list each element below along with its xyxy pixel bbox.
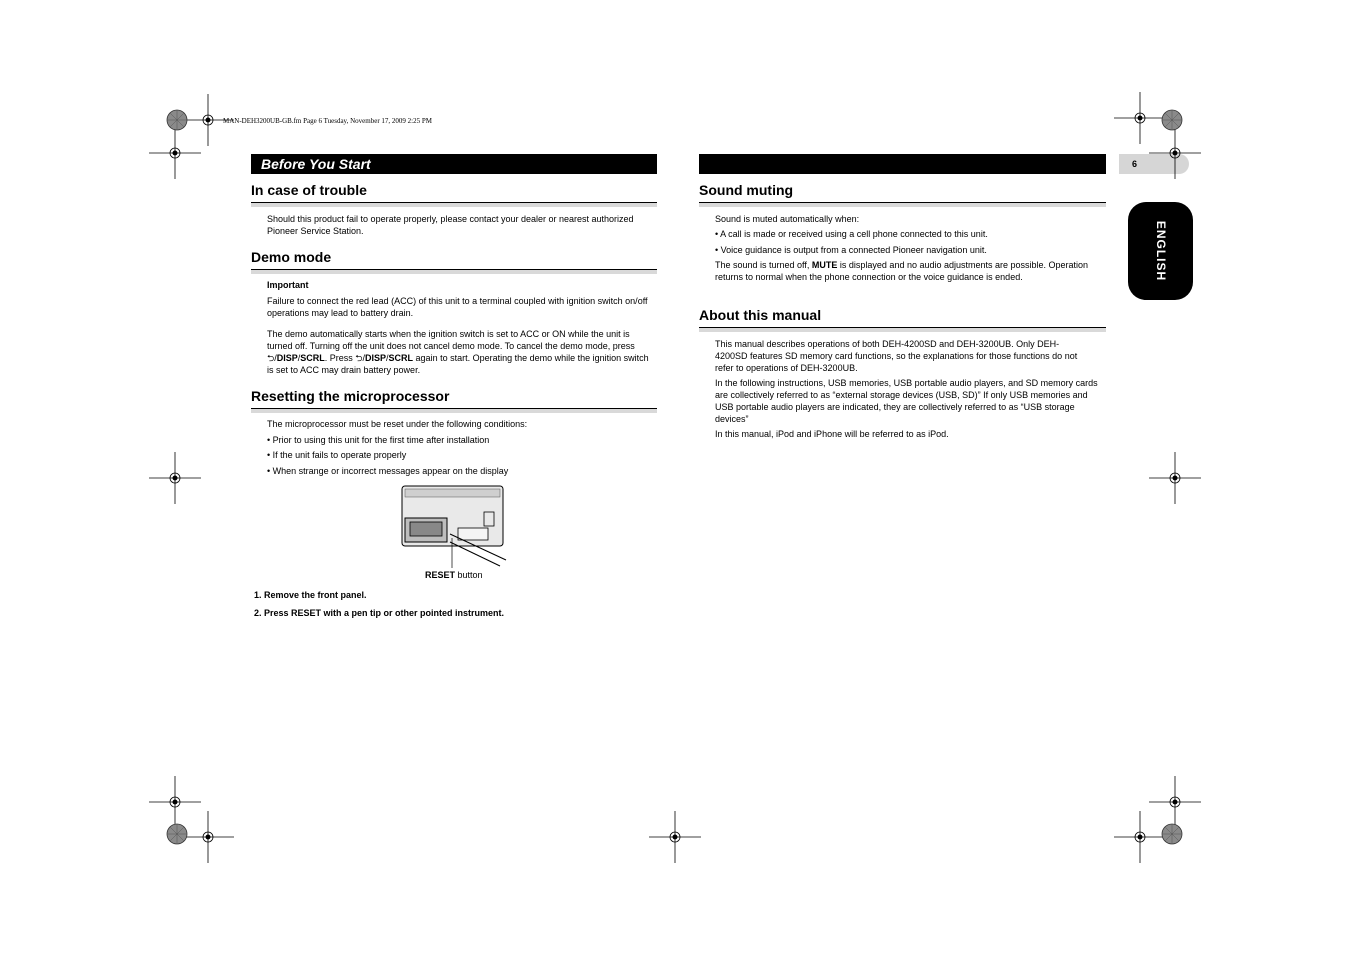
section-bar-left [251, 154, 657, 174]
heading-rule [251, 202, 657, 207]
language-tab [1128, 202, 1193, 300]
color-target-icon [166, 823, 188, 845]
list-item: • A call is made or received using a cell phone connected to this unit. [715, 228, 988, 240]
heading-reset: Resetting the microprocessor [251, 388, 450, 404]
heading-manual: About this manual [699, 307, 822, 323]
important-label: Important [267, 280, 309, 290]
registration-mark-icon [1149, 776, 1201, 828]
heading-trouble: In case of trouble [251, 182, 367, 198]
muting-intro: Sound is muted automatically when: [715, 214, 860, 224]
manual-paragraph: In the following instructions, USB memories, USB portable audio players, and SD memory cards are collectively referred to as “external storage devices (USB, SD)” If only USB memories and USB portable audio players are indicated, they are collectively referred to as “USB storage devices” [715, 378, 1098, 424]
heading-rule [251, 408, 657, 413]
section-title: Before You Start [261, 156, 371, 172]
manual-paragraph: In this manual, iPod and iPhone will be referred to as iPod. [715, 429, 949, 439]
heading-demo: Demo mode [251, 249, 332, 265]
step-item: 2. Press RESET with a pen tip or other pointed instrument. [254, 608, 505, 618]
muting-text: The sound is turned off, MUTE is displayed and no audio adjustments are possible. Operation returns to normal when the phone connection or the voice guidance is ended. [715, 260, 1089, 282]
language-label: ENGLISH [1153, 220, 1168, 282]
color-target-icon [1161, 109, 1183, 131]
reset-intro: The microprocessor must be reset under the following conditions: [267, 419, 528, 429]
page-number-tab: 6 [1119, 154, 1189, 174]
registration-mark-icon [149, 452, 201, 504]
registration-mark-icon [1149, 452, 1201, 504]
section-bar-right [699, 154, 1106, 174]
list-item: • If the unit fails to operate properly [267, 449, 406, 461]
back-arrow-icon: ⮌ [355, 353, 363, 363]
trouble-text: Should this product fail to operate properly, please contact your dealer or nearest authorized Pioneer Service Station. [267, 214, 634, 236]
list-item: • When strange or incorrect messages appear on the display [267, 465, 508, 477]
manual-paragraph: This manual describes operations of both DEH-4200SD and DEH-3200UB. Only DEH-4200SD features SD memory card functions, so the explanations for those functions do not refer to operations of DEH-3200UB. [715, 339, 1078, 373]
illustration-caption: RESET button [425, 570, 483, 580]
back-arrow-icon: ⮌ [267, 353, 275, 363]
step-item: 1. Remove the front panel. [254, 590, 367, 600]
color-target-icon [1161, 823, 1183, 845]
registration-mark-icon [1149, 127, 1201, 179]
demo-text: The demo automatically starts when the ignition switch is set to ACC or ON while the unit is turned off. Turning off the unit does not cancel demo mode. To cancel the demo mode, press ⮌/DISP/SCRL. Press ⮌/DISP/SCRL again to start. Operating the demo while the ignition switch is set to ACC may drain battery power. [267, 329, 649, 375]
registration-mark-icon [182, 811, 234, 863]
color-target-icon [166, 109, 188, 131]
heading-rule [699, 202, 1106, 207]
list-item: • Prior to using this unit for the first time after installation [267, 434, 489, 446]
heading-rule [251, 269, 657, 274]
file-header: MAN-DEH3200UB-GB.fm Page 6 Tuesday, November 17, 2009 2:25 PM [223, 117, 432, 125]
heading-muting: Sound muting [699, 182, 794, 198]
list-item: • Voice guidance is output from a connected Pioneer navigation unit. [715, 244, 987, 256]
registration-mark-icon [649, 811, 701, 863]
reset-button-illustration [400, 484, 510, 568]
heading-rule [699, 327, 1106, 332]
registration-mark-icon [149, 127, 201, 179]
important-text: Failure to connect the red lead (ACC) of this unit to a terminal coupled with ignition switch on/off operations may lead to battery drain. [267, 296, 648, 318]
